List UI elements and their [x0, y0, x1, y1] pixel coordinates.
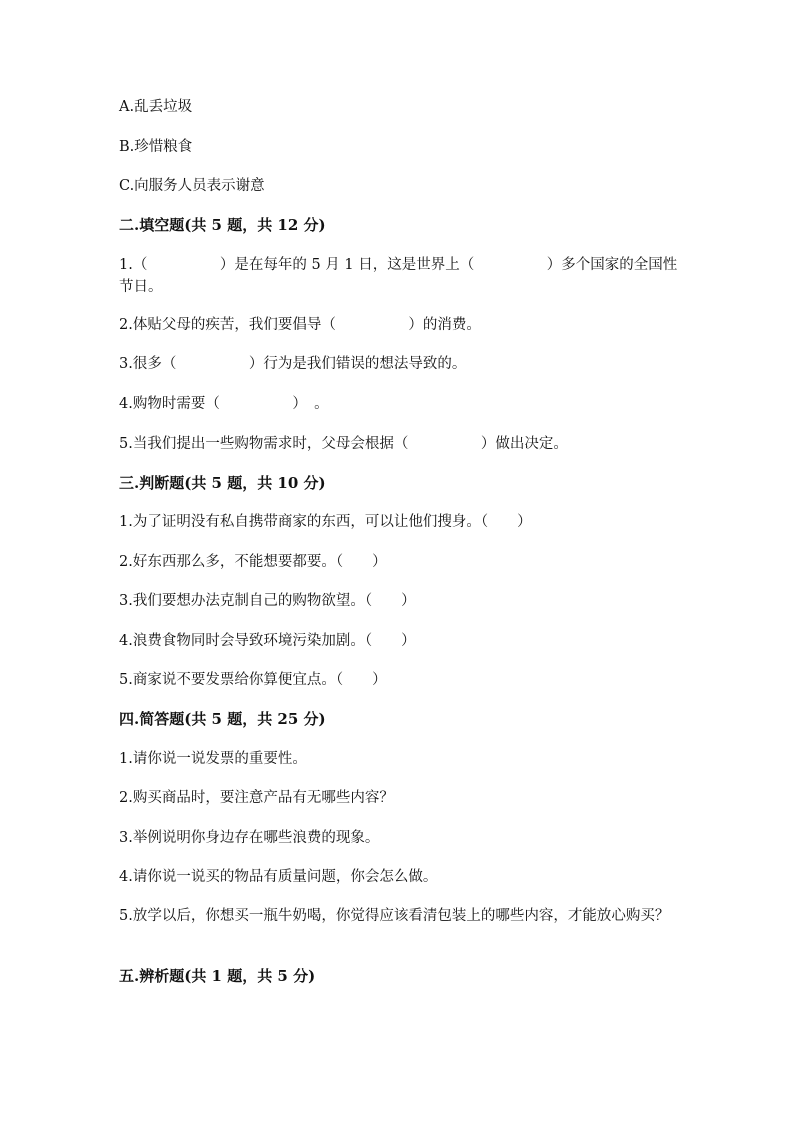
judge-question-5: 5.商家说不要发票给你算便宜点。（ ）	[119, 672, 387, 688]
judge-question-2: 2.好东西那么多，不能想要都要。（ ）	[119, 554, 387, 570]
judge-question-1: 1.为了证明没有私自携带商家的东西，可以让他们搜身。（ ）	[119, 514, 532, 530]
section-title-analysis: 五.辨析题(共 1 题，共 5 分)	[119, 967, 316, 985]
fill-question-4: 4.购物时需要（ ） 。	[119, 396, 329, 412]
judge-question-4: 4.浪费食物同时会导致环境污染加剧。（ ）	[119, 633, 416, 649]
short-question-2: 2.购买商品时，要注意产品有无哪些内容？	[119, 790, 394, 806]
fill-question-1: 1.（ ）是在每年的 5 月 1 日，这是世界上（ ）多个国家的全国性节日。	[119, 257, 678, 295]
option-b: B.珍惜粮食	[119, 139, 193, 155]
fill-question-3: 3.很多（ ）行为是我们错误的想法导致的。	[119, 356, 467, 372]
short-question-3: 3.举例说明你身边存在哪些浪费的现象。	[119, 830, 380, 846]
fill-question-2: 2.体贴父母的疾苦，我们要倡导（ ）的消费。	[119, 317, 481, 333]
section-title-short: 四.简答题(共 5 题，共 25 分)	[119, 710, 326, 728]
short-question-4: 4.请你说一说买的物品有质量问题，你会怎么做。	[119, 869, 438, 885]
short-question-1: 1.请你说一说发票的重要性。	[119, 751, 307, 767]
section-title-judge: 三.判断题(共 5 题，共 10 分)	[119, 474, 326, 492]
section-title-fill: 二.填空题(共 5 题，共 12 分)	[119, 216, 326, 234]
option-c: C.向服务人员表示谢意	[119, 178, 265, 194]
fill-question-5: 5.当我们提出一些购物需求时，父母会根据（ ）做出决定。	[119, 436, 568, 452]
option-a: A.乱丢垃圾	[119, 99, 193, 115]
judge-question-3: 3.我们要想办法克制自己的购物欲望。（ ）	[119, 593, 416, 609]
short-question-5: 5.放学以后，你想买一瓶牛奶喝，你觉得应该看清包装上的哪些内容，才能放心购买？	[119, 908, 670, 924]
